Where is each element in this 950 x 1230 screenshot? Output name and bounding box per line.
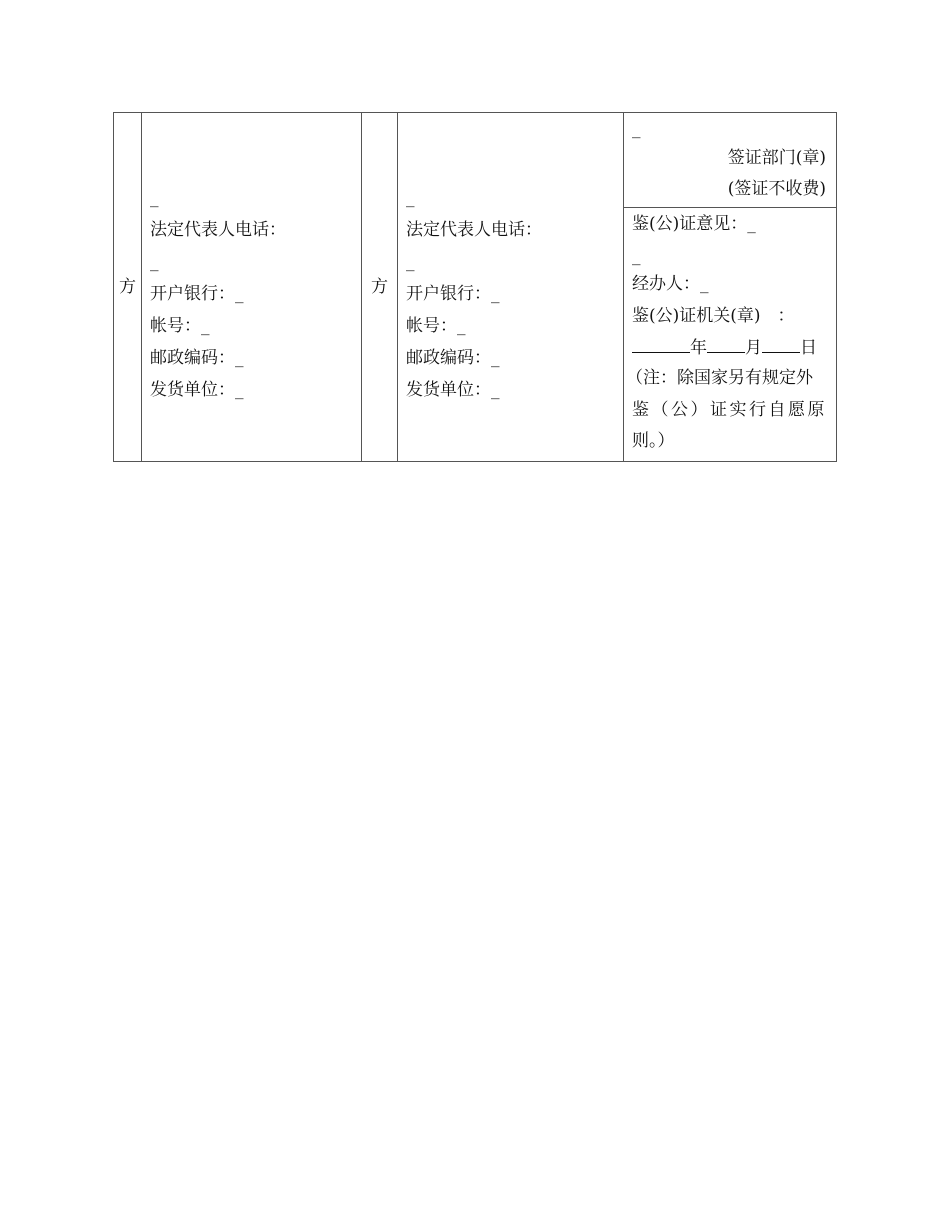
party-b-details-cell xyxy=(398,113,624,462)
party-a-postal-code: 邮政编码：_ xyxy=(150,348,244,368)
party-a-account: 帐号：_ xyxy=(150,316,210,336)
party-a-details-cell xyxy=(142,113,362,462)
visa-fee-note: (签证不收费) xyxy=(727,179,826,199)
contract-signature-table xyxy=(113,112,837,462)
notary-cell xyxy=(624,208,837,462)
notary-blank: _ xyxy=(632,246,641,266)
notary-note-line-3: 则。） xyxy=(632,431,675,451)
notary-note-line-1: （注：除国家另有规定外 xyxy=(626,368,813,388)
party-b-bank: 开户银行：_ xyxy=(406,284,500,304)
party-a-bank: 开户银行：_ xyxy=(150,284,244,304)
visa-cell xyxy=(624,113,837,208)
notary-note-line-2: 鉴（公）证实行自愿原 xyxy=(632,400,827,420)
party-a-details xyxy=(150,182,357,406)
month-label: 月 xyxy=(745,338,762,358)
party-b-postal-code: 邮政编码：_ xyxy=(406,348,500,368)
party-b-blank-line: _ xyxy=(406,188,415,208)
party-a-side-label: 方 xyxy=(119,277,136,297)
year-blank xyxy=(632,334,690,353)
visa-dept-seal: 签证部门(章) xyxy=(727,148,826,168)
party-b-details xyxy=(406,182,619,406)
day-blank xyxy=(762,334,800,353)
notary-date-line xyxy=(632,334,828,361)
party-a-side-cell xyxy=(114,113,142,462)
notary-authority-seal: 鉴(公)证机关(章) ： xyxy=(632,306,795,326)
month-blank xyxy=(707,334,745,353)
party-a-legal-rep-phone: 法定代表人电话： xyxy=(150,220,286,240)
party-b-side-label: 方 xyxy=(371,277,388,297)
party-b-side-cell xyxy=(362,113,398,462)
party-b-legal-rep-phone: 法定代表人电话： xyxy=(406,220,542,240)
notary-opinion: 鉴(公)证意见：_ xyxy=(632,214,756,234)
notary-handler: 经办人：_ xyxy=(632,274,709,294)
party-a-shipping-unit: 发货单位：_ xyxy=(150,380,244,400)
visa-blank: _ xyxy=(632,119,641,139)
year-label: 年 xyxy=(690,338,707,358)
day-label: 日 xyxy=(800,338,817,358)
party-a-blank-line: _ xyxy=(150,188,159,208)
party-b-phone-blank: _ xyxy=(406,252,415,272)
party-b-shipping-unit: 发货单位：_ xyxy=(406,380,500,400)
party-a-phone-blank: _ xyxy=(150,252,159,272)
party-b-account: 帐号：_ xyxy=(406,316,466,336)
